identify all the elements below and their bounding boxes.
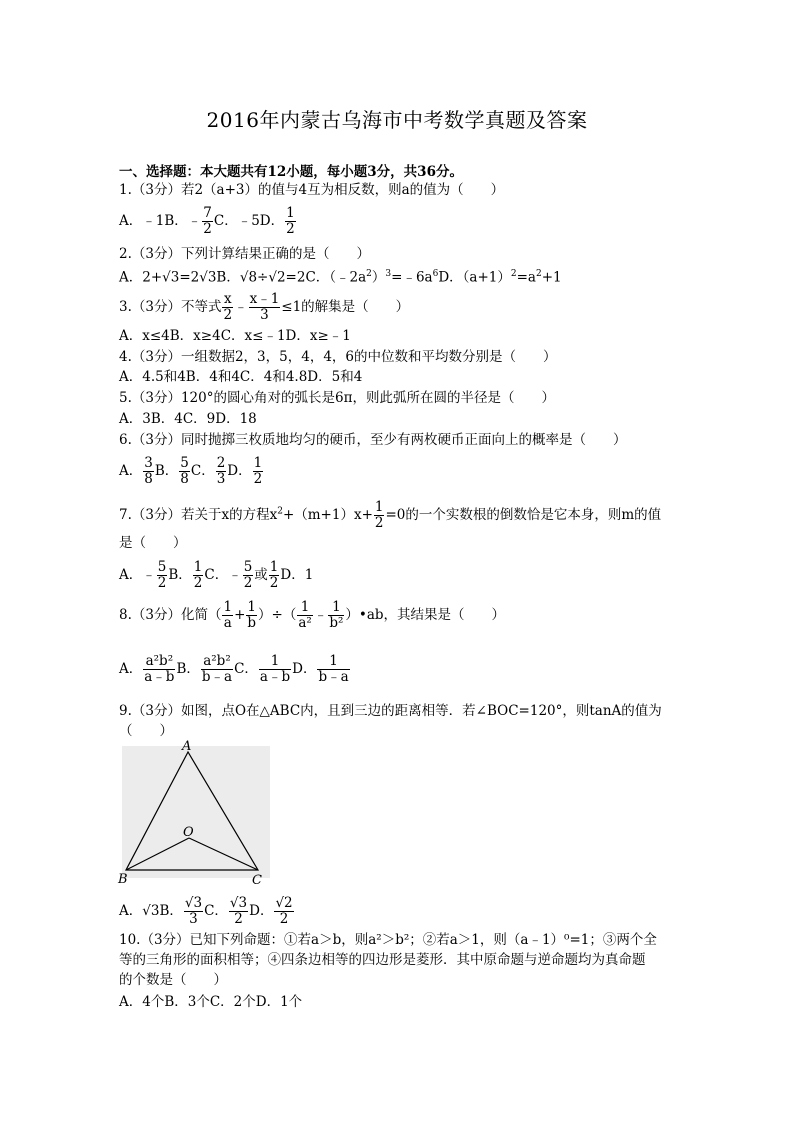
question-7: 7.（3分）若关于x的方程$x^2+(m+1)x+$ $\frac{1}{2}$ =0的一个实数根的倒数恰是它本身，则m的值	[119, 499, 662, 531]
fraction: $\frac{√3}{2}$	[229, 895, 248, 927]
fraction: $\frac{x}{2}$	[223, 291, 233, 323]
fraction: $\frac{5}{2}$	[157, 559, 167, 591]
question-8: 8.（3分）化简（ $\frac{1}{a}$ + $\frac{1}{b}$ ）÷（ $\frac{1}{\text{a²}}$ ﹣ $\frac{1}{\text{b²}}$ ）•ab，其结果是（ ）	[119, 599, 506, 631]
question-9-paren: （ ）	[119, 723, 173, 739]
question-6: 6.（3分）同时抛掷三枚质地均匀的硬币，至少有两枚硬币正面向上的概率是（ ）	[119, 432, 627, 448]
question-4: 4.（3分）一组数据2，3，5，4，4，6的中位数和平均数分别是（ ）	[119, 349, 557, 365]
question-9: 9.（3分）如图，点O在△ABC内，且到三边的距离相等．若∠BOC=120°，则tanA的值为	[119, 703, 662, 719]
question-2: 2.（3分）下列计算结果正确的是（ ）	[119, 246, 370, 262]
question-5-options: A．3B．4C．9D．18	[119, 411, 257, 427]
fraction: $\frac{7}{2}$	[203, 205, 212, 237]
question-10-options: A．4个B．3个C．2个D．1个	[119, 994, 303, 1010]
fraction: $\frac{1}{\text{a²}}$	[298, 599, 312, 631]
question-5: 5.（3分）120°的圆心角对的弧长是6π，则此弧所在圆的半径是（ ）	[119, 390, 555, 406]
fraction: $\frac{√2}{2}$	[275, 895, 293, 927]
fraction: $\frac{5}{2}$	[243, 559, 253, 591]
question-10-line-2: 等的三角形的面积相等；④四条边相等的四边形是菱形．其中原命题与逆命题均为真命题	[119, 952, 646, 968]
section-heading: 一、选择题：本大题共有12小题，每小题3分，共36分。	[119, 164, 463, 180]
question-1-options: A．﹣1B．﹣ $\frac{7}{2}$ C．﹣5D． $\frac{1}{2}$	[119, 205, 295, 237]
question-6-options: A． $\frac{3}{8}$ B． $\frac{5}{8}$ C． $\frac{2}{3}$ D． $\frac{1}{2}$	[119, 455, 263, 487]
fraction: $\frac{x﹣1}{3}$	[249, 291, 280, 323]
fraction: $\frac{1}{b﹣a}$	[318, 653, 349, 685]
label-b: B	[118, 872, 128, 887]
fraction: $\frac{1}{2}$	[253, 455, 263, 487]
fraction: $\frac{√3}{3}$	[184, 895, 203, 927]
fraction: $\frac{1}{2}$	[286, 205, 295, 237]
question-9-options: A．√3B． $\frac{√3}{3}$ C． $\frac{√3}{2}$ D． $\frac{√2}{2}$	[119, 895, 293, 927]
fraction: $\frac{1}{2}$	[374, 499, 384, 531]
fraction: $\frac{\text{a²b²}}{b﹣a}$	[201, 653, 233, 685]
label-a: A	[182, 739, 192, 754]
label-c: C	[252, 873, 262, 888]
question-4-options: A．4.5和4B．4和4C．4和4.8D．5和4	[119, 369, 363, 385]
question-2-options: A．2+√3=2√3B．√8÷√2=2C．$(﹣2a^2)^3=﹣6a^6D$．$(a+1)^2=a^2+1$	[119, 269, 562, 286]
fraction: $\frac{1}{a﹣b}$	[259, 653, 291, 685]
fraction: $\frac{2}{3}$	[216, 455, 226, 487]
fraction: $\frac{3}{8}$	[144, 455, 153, 487]
label-o: O	[183, 825, 194, 840]
fraction: $\frac{1}{2}$	[269, 559, 279, 591]
question-10-line-3: 的个数是（ ）	[119, 972, 227, 988]
question-7-continued: 是（ ）	[119, 535, 187, 551]
fraction: $\frac{1}{a}$	[223, 599, 233, 631]
fraction: $\frac{1}{b}$	[247, 599, 257, 631]
page-title: 2016年内蒙古乌海市中考数学真题及答案	[206, 108, 588, 132]
question-3: 3.（3分）不等式 $\frac{x}{2}$ ﹣ $\frac{x﹣1}{3}$ ≤1的解集是（ ）	[119, 291, 410, 323]
question-8-options: A． $\frac{\text{a²b²}}{a﹣b}$ B． $\frac{\text{a²b²}}{b﹣a}$ C． $\frac{1}{a﹣b}$ D． $\frac{1}{b﹣a}$	[119, 653, 349, 685]
fraction: $\frac{1}{2}$	[193, 559, 203, 591]
question-3-options: A．x≤4B．x≥4C．x≤﹣1D．x≥﹣1	[119, 328, 351, 344]
triangle-figure	[110, 738, 280, 888]
fraction: $\frac{5}{8}$	[180, 455, 189, 487]
question-10-line-1: 10.（3分）已知下列命题：①若a＞b，则a²＞b²；②若a＞1，则（a﹣1）⁰=1；③两个全	[119, 932, 657, 948]
question-1: 1.（3分）若2（a+3）的值与4互为相反数，则a的值为（ ）	[119, 182, 505, 198]
fraction: $\frac{1}{\text{b²}}$	[329, 599, 344, 631]
fraction: $\frac{\text{a²b²}}{a﹣b}$	[144, 653, 175, 685]
question-7-options: A．﹣ $\frac{5}{2}$ B． $\frac{1}{2}$ C．﹣ $\frac{5}{2}$ 或 $\frac{1}{2}$ D．1	[119, 559, 314, 591]
